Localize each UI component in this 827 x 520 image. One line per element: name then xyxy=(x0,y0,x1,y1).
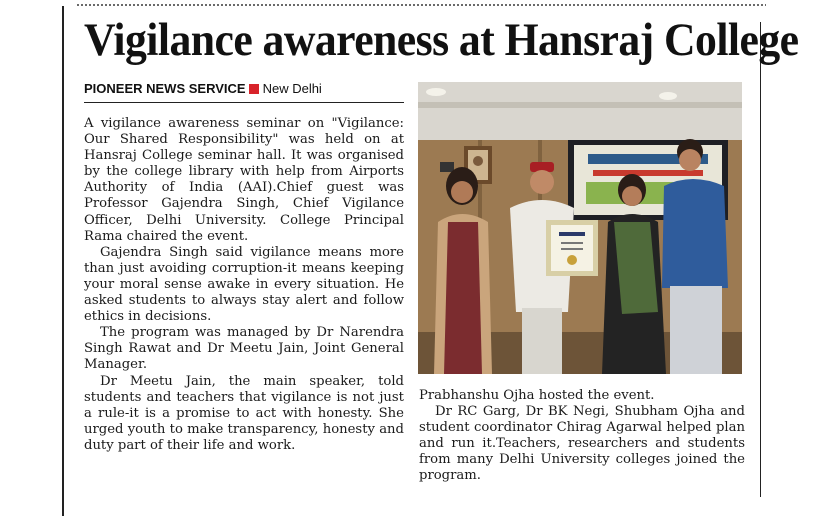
headline: Vigilance awareness at Hansraj College xyxy=(84,14,799,66)
event-photo xyxy=(418,82,742,374)
paragraph-intro: A vigilance awareness seminar on "Vigilance: Our Shared Responsibility" was held on at Hansraj College seminar hall. It was organised by the college library with help from Airports Authority of India (AAI).Chief guest was Professor Gajendra Singh, Chief Vigilance Officer, Delhi University. College Principal Rama chaired the event. xyxy=(84,116,404,244)
paragraph-coordinators: Dr RC Garg, Dr BK Negi, Shubham Ojha and student coordinator Chirag Agarwal helped plan and run it.Teachers, researchers and students from many Delhi University colleges joined the program. xyxy=(419,404,745,484)
left-column-rule xyxy=(62,6,64,516)
byline-agency: PIONEER NEWS SERVICE xyxy=(84,81,246,96)
byline xyxy=(84,80,404,103)
event-photo-illustration xyxy=(418,82,742,374)
red-square-icon xyxy=(249,84,259,94)
top-dotted-rule xyxy=(76,3,766,7)
paragraph-vigilance-meaning: Gajendra Singh said vigilance means more than just avoiding corruption-it means keeping your moral sense awake in every situation. He asked students to always stay alert and follow ethics in decisions. xyxy=(84,244,404,325)
paragraph-host: Prabhanshu Ojha hosted the event. xyxy=(419,388,655,403)
byline-location: New Delhi xyxy=(262,81,322,96)
paragraph-organisers: The program was managed by Dr Narendra Singh Rawat and Dr Meetu Jain, Joint General Manager. xyxy=(84,325,404,373)
article-right-column xyxy=(419,388,745,485)
article-left-column xyxy=(84,116,404,454)
right-column-rule xyxy=(760,22,761,497)
paragraph-main-speaker: Dr Meetu Jain, the main speaker, told students and teachers that vigilance is not just a rule-it is a promise to act with honesty. She urged youth to make transparency, honesty and duty part of their life and work. xyxy=(84,373,404,453)
